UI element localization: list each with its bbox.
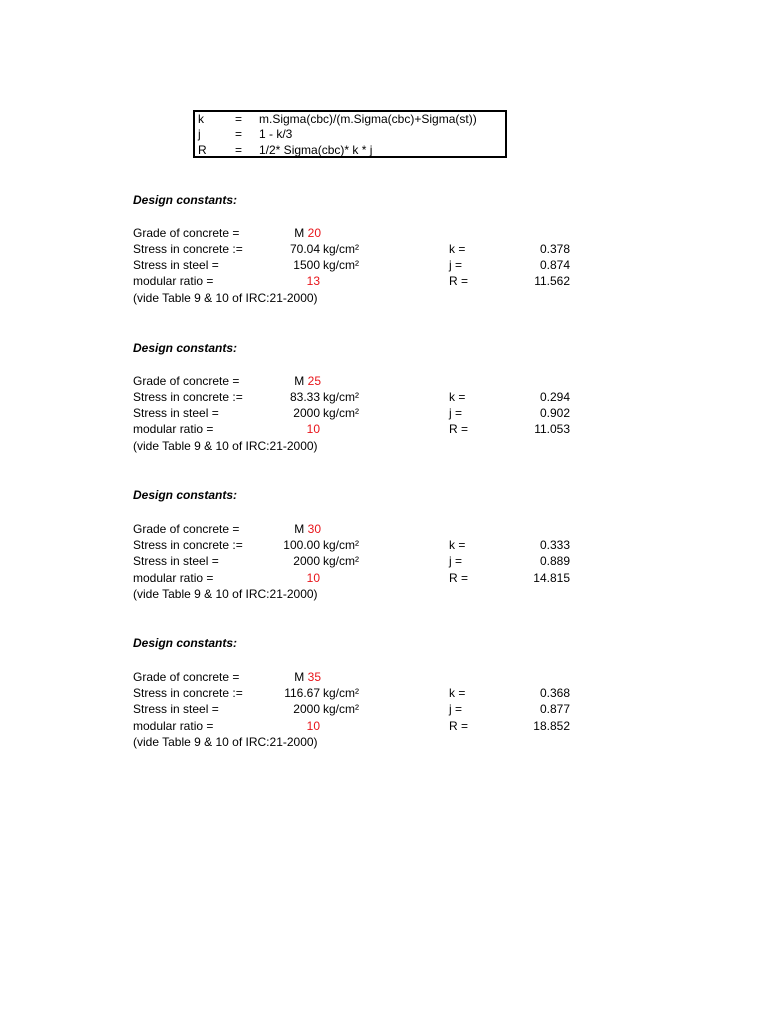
modular-ratio-label: modular ratio = bbox=[133, 571, 214, 585]
r-value: 14.815 bbox=[533, 571, 570, 585]
stress-concrete-unit: kg/cm² bbox=[323, 538, 359, 552]
grade-prefix: M bbox=[294, 374, 305, 388]
stress-concrete-label: Stress in concrete := bbox=[133, 390, 243, 404]
formula-expression: m.Sigma(cbc)/(m.Sigma(cbc)+Sigma(st)) bbox=[259, 112, 477, 126]
stress-steel-row bbox=[133, 701, 593, 717]
modular-ratio-row bbox=[133, 421, 593, 437]
stress-steel-value: 1500 bbox=[293, 258, 320, 272]
stress-concrete-value: 83.33 bbox=[289, 390, 320, 404]
stress-concrete-unit: kg/cm² bbox=[323, 390, 359, 404]
section-title: Design constants: bbox=[133, 488, 238, 502]
modular-ratio-label: modular ratio = bbox=[133, 719, 214, 733]
formula-expression: 1 - k/3 bbox=[259, 127, 293, 141]
k-value: 0.333 bbox=[539, 538, 570, 552]
modular-ratio-row bbox=[133, 570, 593, 586]
formula-equals: = bbox=[235, 143, 243, 157]
reference-note: (vide Table 9 & 10 of IRC:21-2000) bbox=[133, 735, 318, 749]
j-label: j = bbox=[449, 406, 463, 420]
grade-prefix: M bbox=[294, 522, 305, 536]
stress-steel-unit: kg/cm² bbox=[323, 406, 359, 420]
r-value: 11.562 bbox=[534, 274, 570, 288]
formula-symbol: R bbox=[198, 143, 207, 157]
stress-concrete-row bbox=[133, 537, 593, 553]
k-label: k = bbox=[449, 538, 466, 552]
r-label: R = bbox=[449, 274, 469, 288]
stress-concrete-row bbox=[133, 685, 593, 701]
stress-steel-unit: kg/cm² bbox=[323, 554, 359, 568]
stress-concrete-row bbox=[133, 241, 593, 257]
stress-steel-label: Stress in steel = bbox=[133, 702, 219, 716]
stress-concrete-value: 70.04 bbox=[289, 242, 320, 256]
j-label: j = bbox=[449, 702, 463, 716]
grade-label: Grade of concrete = bbox=[133, 374, 240, 388]
grade-value bbox=[294, 373, 321, 389]
grade-number: 30 bbox=[307, 522, 321, 536]
formula-expression: 1/2* Sigma(cbc)* k * j bbox=[259, 143, 373, 157]
grade-prefix: M bbox=[294, 226, 305, 240]
r-value: 18.852 bbox=[533, 719, 570, 733]
design-constants-section-m25 bbox=[133, 341, 593, 461]
grade-value bbox=[294, 669, 321, 685]
grade-value bbox=[294, 521, 321, 537]
j-label: j = bbox=[449, 554, 463, 568]
grade-value bbox=[294, 225, 321, 241]
modular-ratio-value: 10 bbox=[306, 571, 320, 585]
j-value: 0.877 bbox=[539, 702, 570, 716]
stress-concrete-unit: kg/cm² bbox=[323, 242, 359, 256]
design-constants-section-m35 bbox=[133, 636, 593, 756]
grade-number: 20 bbox=[307, 226, 321, 240]
note-row bbox=[133, 586, 593, 602]
modular-ratio-row bbox=[133, 718, 593, 734]
modular-ratio-value: 10 bbox=[306, 422, 320, 436]
stress-steel-row bbox=[133, 405, 593, 421]
grade-label: Grade of concrete = bbox=[133, 670, 240, 684]
stress-steel-row bbox=[133, 257, 593, 273]
k-label: k = bbox=[449, 390, 466, 404]
stress-steel-label: Stress in steel = bbox=[133, 406, 219, 420]
formula-equals: = bbox=[235, 112, 243, 126]
stress-steel-unit: kg/cm² bbox=[323, 258, 359, 272]
note-row bbox=[133, 734, 593, 750]
stress-steel-label: Stress in steel = bbox=[133, 258, 219, 272]
k-value: 0.294 bbox=[539, 390, 570, 404]
grade-label: Grade of concrete = bbox=[133, 226, 240, 240]
stress-concrete-value: 100.00 bbox=[283, 538, 320, 552]
modular-ratio-value: 13 bbox=[306, 274, 320, 288]
k-value: 0.378 bbox=[539, 242, 570, 256]
stress-steel-unit: kg/cm² bbox=[323, 702, 359, 716]
modular-ratio-value: 10 bbox=[306, 719, 320, 733]
grade-row bbox=[133, 521, 593, 537]
formula-box bbox=[193, 110, 507, 158]
j-value: 0.874 bbox=[539, 258, 570, 272]
stress-concrete-label: Stress in concrete := bbox=[133, 538, 243, 552]
r-label: R = bbox=[449, 422, 469, 436]
grade-row bbox=[133, 669, 593, 685]
note-row bbox=[133, 290, 593, 306]
stress-steel-label: Stress in steel = bbox=[133, 554, 219, 568]
grade-number: 35 bbox=[307, 670, 321, 684]
stress-concrete-label: Stress in concrete := bbox=[133, 242, 243, 256]
grade-number: 25 bbox=[307, 374, 321, 388]
grade-row bbox=[133, 225, 593, 241]
k-value: 0.368 bbox=[539, 686, 570, 700]
section-title: Design constants: bbox=[133, 341, 238, 355]
formula-symbol: j bbox=[198, 127, 201, 141]
stress-concrete-value: 116.67 bbox=[284, 686, 320, 700]
stress-concrete-unit: kg/cm² bbox=[323, 686, 359, 700]
k-label: k = bbox=[449, 242, 466, 256]
design-constants-section-m20 bbox=[133, 193, 593, 313]
modular-ratio-label: modular ratio = bbox=[133, 422, 214, 436]
j-label: j = bbox=[449, 258, 463, 272]
r-label: R = bbox=[449, 719, 469, 733]
reference-note: (vide Table 9 & 10 of IRC:21-2000) bbox=[133, 587, 318, 601]
r-value: 11.053 bbox=[534, 422, 570, 436]
stress-concrete-label: Stress in concrete := bbox=[133, 686, 243, 700]
reference-note: (vide Table 9 & 10 of IRC:21-2000) bbox=[133, 439, 318, 453]
r-label: R = bbox=[449, 571, 469, 585]
stress-concrete-row bbox=[133, 389, 593, 405]
modular-ratio-row bbox=[133, 273, 593, 289]
formula-symbol: k bbox=[198, 112, 204, 126]
modular-ratio-label: modular ratio = bbox=[133, 274, 214, 288]
grade-label: Grade of concrete = bbox=[133, 522, 240, 536]
note-row bbox=[133, 438, 593, 454]
stress-steel-value: 2000 bbox=[293, 702, 320, 716]
grade-row bbox=[133, 373, 593, 389]
stress-steel-value: 2000 bbox=[293, 554, 320, 568]
design-constants-section-m30 bbox=[133, 488, 593, 608]
grade-prefix: M bbox=[294, 670, 305, 684]
section-title: Design constants: bbox=[133, 193, 238, 207]
reference-note: (vide Table 9 & 10 of IRC:21-2000) bbox=[133, 291, 318, 305]
j-value: 0.902 bbox=[539, 406, 570, 420]
k-label: k = bbox=[449, 686, 466, 700]
formula-equals: = bbox=[235, 127, 243, 141]
j-value: 0.889 bbox=[539, 554, 570, 568]
stress-steel-row bbox=[133, 553, 593, 569]
section-title: Design constants: bbox=[133, 636, 238, 650]
stress-steel-value: 2000 bbox=[293, 406, 320, 420]
